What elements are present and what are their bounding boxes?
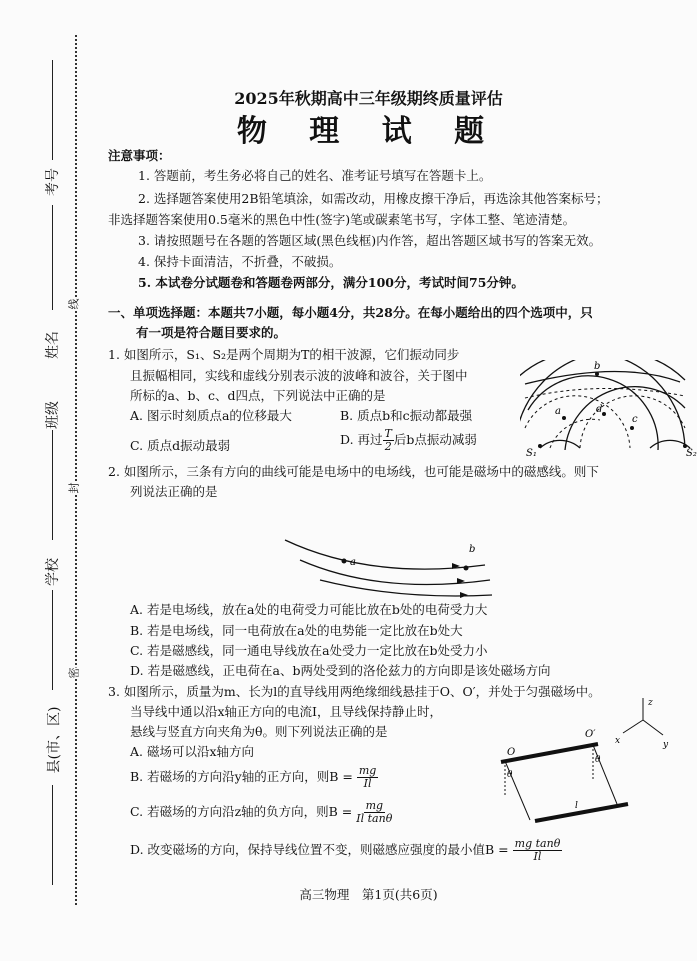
school-underline [52, 590, 53, 690]
label-z: z [648, 698, 653, 708]
q2-option-a[interactable]: A. 若是电场线，放在a处的电荷受力可能比放在b处的电荷受力大 [130, 602, 488, 617]
q3-option-b[interactable]: B. 若磁场的方向沿y轴的正方向，则B = $\frac{mg}{Il}$ [130, 764, 377, 790]
note-item: 非选择题答案使用0.5毫米的黑色中性(签字)笔或碳素笔书写，字体工整、笔迹清楚。 [108, 212, 576, 227]
county-underline [52, 785, 53, 885]
label-c: c [632, 414, 638, 425]
wave-interference-figure [520, 360, 697, 460]
label-s2: S₂ [686, 448, 697, 459]
q3-option-c[interactable]: C. 若磁场的方向沿z轴的负方向，则B = $\frac{mg}{\text{Il tanθ}}$ [130, 799, 393, 825]
name-underline [52, 205, 53, 310]
q3-option-d[interactable]: D. 改变磁场的方向，保持导线位置不变，则磁感应强度的最小值B = $\frac{\text{mg tanθ}}{Il}$ [130, 837, 561, 863]
county-label: 县(市、区) [46, 706, 63, 774]
label-a: a [350, 557, 356, 568]
q1-stem: 1. 如图所示，S₁、S₂是两个周期为T的相干波源，它们振动同步 [108, 347, 460, 362]
seal-seal-mark: 封 [67, 482, 81, 494]
field-lines-figure [280, 520, 500, 600]
page-footer: 高三物理 第1页(共6页) [299, 887, 438, 902]
q1-option-d[interactable]: D. 再过 $\frac{T}{2}$ 后b点振动减弱 [340, 427, 477, 453]
label-theta: θ [595, 755, 601, 765]
q3-stem: 当导线中通以沿x轴正方向的电流I，且导线保持静止时， [130, 704, 442, 719]
q3-stem: 悬线与竖直方向夹角为θ。则下列说法正确的是 [130, 724, 388, 739]
section-heading-cont: 有一项是符合题目要求的。 [136, 325, 287, 340]
note-item: 3. 请按照题号在各题的答题区域(黑色线框)内作答，超出答题区域书写的答案无效。 [138, 233, 602, 248]
q1-option-b[interactable]: B. 质点b和c振动都最强 [340, 408, 473, 423]
suspended-wire-figure [495, 695, 695, 835]
label-theta: θ [507, 770, 513, 780]
exam-title: 物 理 试 题 [236, 114, 501, 149]
seal-line-mark: 线 [67, 298, 81, 310]
section-heading: 一、单项选择题：本题共7小题，每小题4分，共28分。在每小题给出的四个选项中，只 [108, 305, 593, 320]
q2-option-b[interactable]: B. 若是电场线，同一电荷放在a处的电势能一定比放在b处大 [130, 623, 463, 638]
label-l: l [575, 801, 578, 811]
seal-secret-mark: 密 [67, 667, 81, 679]
label-b: b [469, 544, 476, 555]
note-item: 1. 答题前，考生务必将自己的姓名、准考证号填写在答题卡上。 [138, 168, 492, 183]
q1-option-c[interactable]: C. 质点d振动最弱 [130, 438, 231, 453]
q1-stem: 所标的a、b、c、d四点，下列说法中正确的是 [130, 388, 386, 403]
q1-option-a[interactable]: A. 图示时刻质点a的位移最大 [130, 408, 292, 423]
label-s1: S₁ [526, 448, 537, 459]
q2-stem: 2. 如图所示，三条有方向的曲线可能是电场中的电场线，也可能是磁场中的磁感线。则下 [108, 464, 599, 479]
note-item: 5. 本试卷分试题卷和答题卷两部分，满分100分，考试时间75分钟。 [138, 275, 524, 290]
q2-stem: 列说法正确的是 [130, 484, 218, 499]
school-label: 学校 [45, 558, 61, 586]
label-a: a [555, 406, 561, 417]
name-label: 姓名 [45, 331, 61, 359]
label-o-prime: O′ [585, 729, 596, 740]
q2-option-c[interactable]: C. 若是磁感线，同一通电导线放在a处受力一定比放在b处受力小 [130, 643, 488, 658]
class-label: 班级 [45, 401, 61, 429]
label-y: y [663, 740, 669, 750]
label-d: d [596, 404, 603, 415]
notes-heading: 注意事项： [108, 148, 171, 163]
label-o: O [507, 747, 516, 758]
q3-stem: 3. 如图所示，质量为m、长为l的直导线用两绝缘细线悬挂于O、O′，并处于匀强磁场中。 [108, 684, 601, 699]
label-x: x [615, 736, 621, 746]
note-item: 4. 保持卡面清洁，不折叠，不破损。 [138, 254, 342, 269]
binding-dotted-line [75, 35, 77, 905]
q3-option-a[interactable]: A. 磁场可以沿x轴方向 [130, 744, 255, 759]
exam-subtitle: 2025年秋期高中三年级期终质量评估 [234, 89, 503, 108]
q1-stem: 且振幅相同，实线和虚线分别表示波的波峰和波谷，关于图中 [130, 368, 468, 383]
exam-no-label: 考号 [45, 168, 61, 196]
class-underline [52, 430, 53, 540]
note-item: 2. 选择题答案使用2B铅笔填涂，如需改动，用橡皮擦干净后，再选涂其他答案标号； [138, 191, 609, 206]
label-b: b [594, 361, 601, 372]
q2-option-d[interactable]: D. 若是磁感线，正电荷在a、b两处受到的洛伦兹力的方向即是该处磁场方向 [130, 663, 551, 678]
